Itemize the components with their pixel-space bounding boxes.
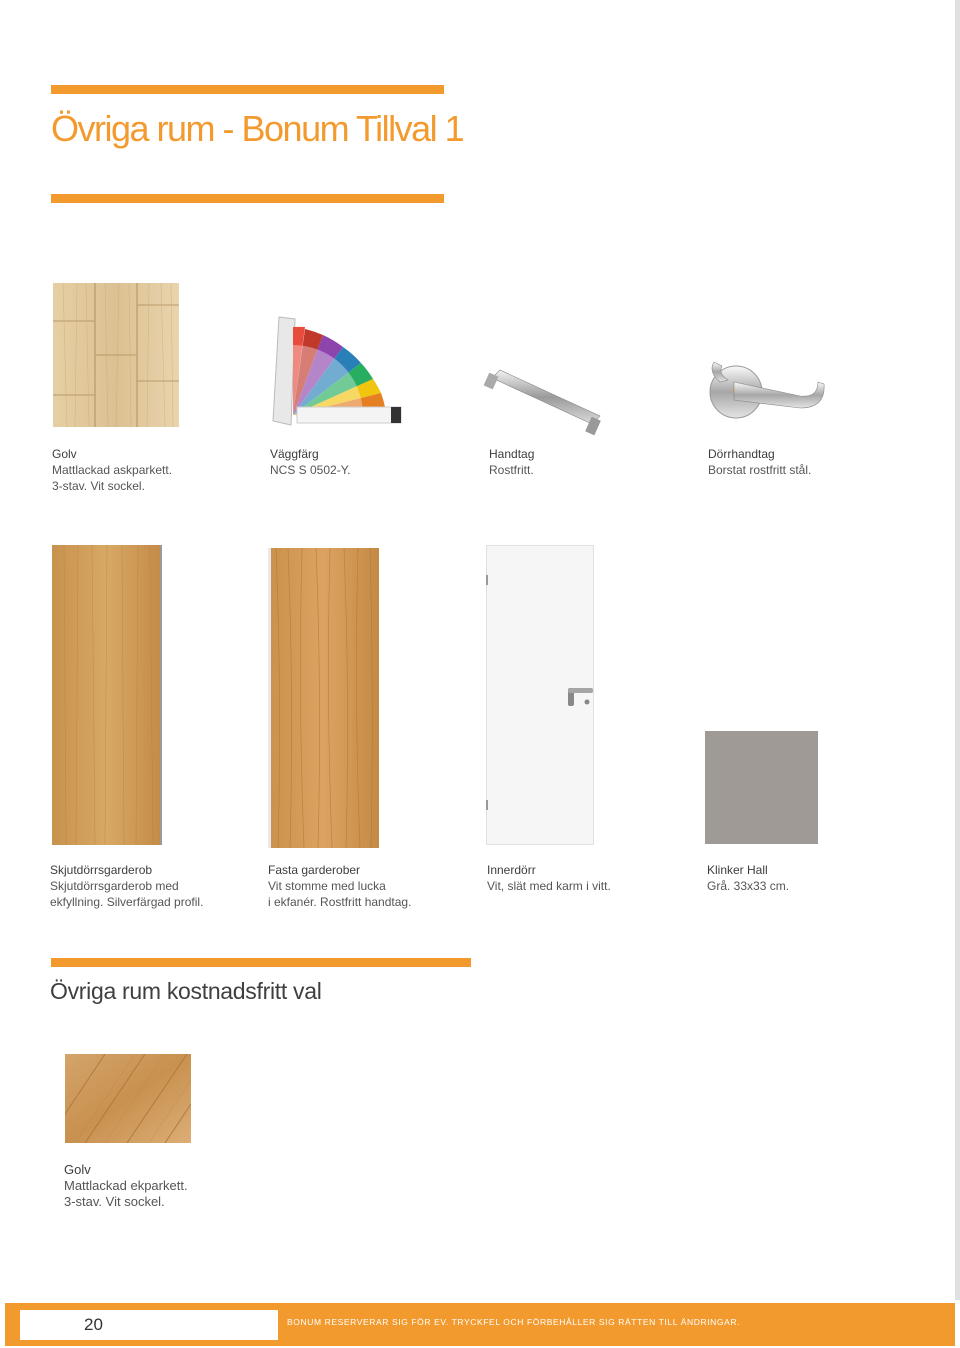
page-number: 20	[84, 1315, 103, 1334]
caption-line: Vit stomme med lucka	[268, 879, 386, 893]
oak-parquet-photo	[65, 1054, 191, 1143]
caption-line: Mattlackad askparkett.	[52, 463, 173, 477]
caption-title: Handtag	[489, 447, 535, 461]
caption-line: Rostfritt.	[489, 463, 534, 477]
ash-parquet-photo	[53, 283, 179, 427]
caption-title: Golv	[52, 447, 77, 461]
page-number-box	[20, 1310, 278, 1340]
section2-accent-bar	[51, 958, 471, 967]
caption-innerdorr	[487, 862, 687, 894]
caption-title: Golv	[64, 1162, 91, 1177]
caption-title: Dörrhandtag	[708, 447, 775, 461]
page-edge	[955, 0, 960, 1300]
footer-disclaimer: BONUM RESERVERAR SIG FÖR EV. TRYCKFEL OCH FÖRBEHÅLLER SIG RÄTTEN TILL ÄNDRINGAR.	[287, 1317, 741, 1327]
caption-title: Väggfärg	[270, 447, 319, 461]
caption-line: 3-stav. Vit sockel.	[64, 1194, 165, 1209]
caption-klinker-hall	[707, 862, 907, 894]
fixed-wardrobe-photo	[268, 548, 379, 848]
grey-tile-swatch	[705, 731, 818, 844]
caption-line: Vit, slät med karm i vitt.	[487, 879, 611, 893]
caption-dorrhandtag	[708, 446, 908, 478]
handle-photo	[482, 360, 610, 440]
section2-title: Övriga rum kostnadsfritt val	[50, 978, 322, 1004]
caption-golv-ask	[52, 446, 252, 494]
caption-fasta-garderober	[268, 862, 468, 910]
caption-line: Mattlackad ekparkett.	[64, 1178, 188, 1193]
ncs-color-fan-photo	[265, 315, 415, 427]
page-title: Övriga rum - Bonum Tillval 1	[51, 108, 464, 149]
caption-line: Skjutdörrsgarderob med	[50, 879, 179, 893]
caption-golv-ek	[64, 1162, 264, 1210]
caption-line: i ekfanér. Rostfritt handtag.	[268, 895, 412, 909]
caption-title: Fasta garderober	[268, 863, 361, 877]
caption-line: Grå. 33x33 cm.	[707, 879, 790, 893]
caption-skjutdorrsgarderob	[50, 862, 250, 910]
caption-line: NCS S 0502-Y.	[270, 463, 351, 477]
interior-door-photo	[486, 545, 594, 845]
top-accent-bar	[51, 85, 444, 94]
caption-vaggfarg	[270, 446, 470, 478]
sliding-wardrobe-photo	[52, 545, 162, 845]
caption-line: ekfyllning. Silverfärgad profil.	[50, 895, 204, 909]
footer-bar	[5, 1303, 955, 1346]
title-underline-bar	[51, 194, 444, 203]
caption-handtag	[489, 446, 689, 478]
caption-title: Innerdörr	[487, 863, 536, 877]
caption-title: Skjutdörrsgarderob	[50, 863, 153, 877]
caption-line: Borstat rostfritt stål.	[708, 463, 812, 477]
caption-line: 3-stav. Vit sockel.	[52, 479, 145, 493]
caption-title: Klinker Hall	[707, 863, 768, 877]
door-handle-photo	[700, 352, 830, 430]
